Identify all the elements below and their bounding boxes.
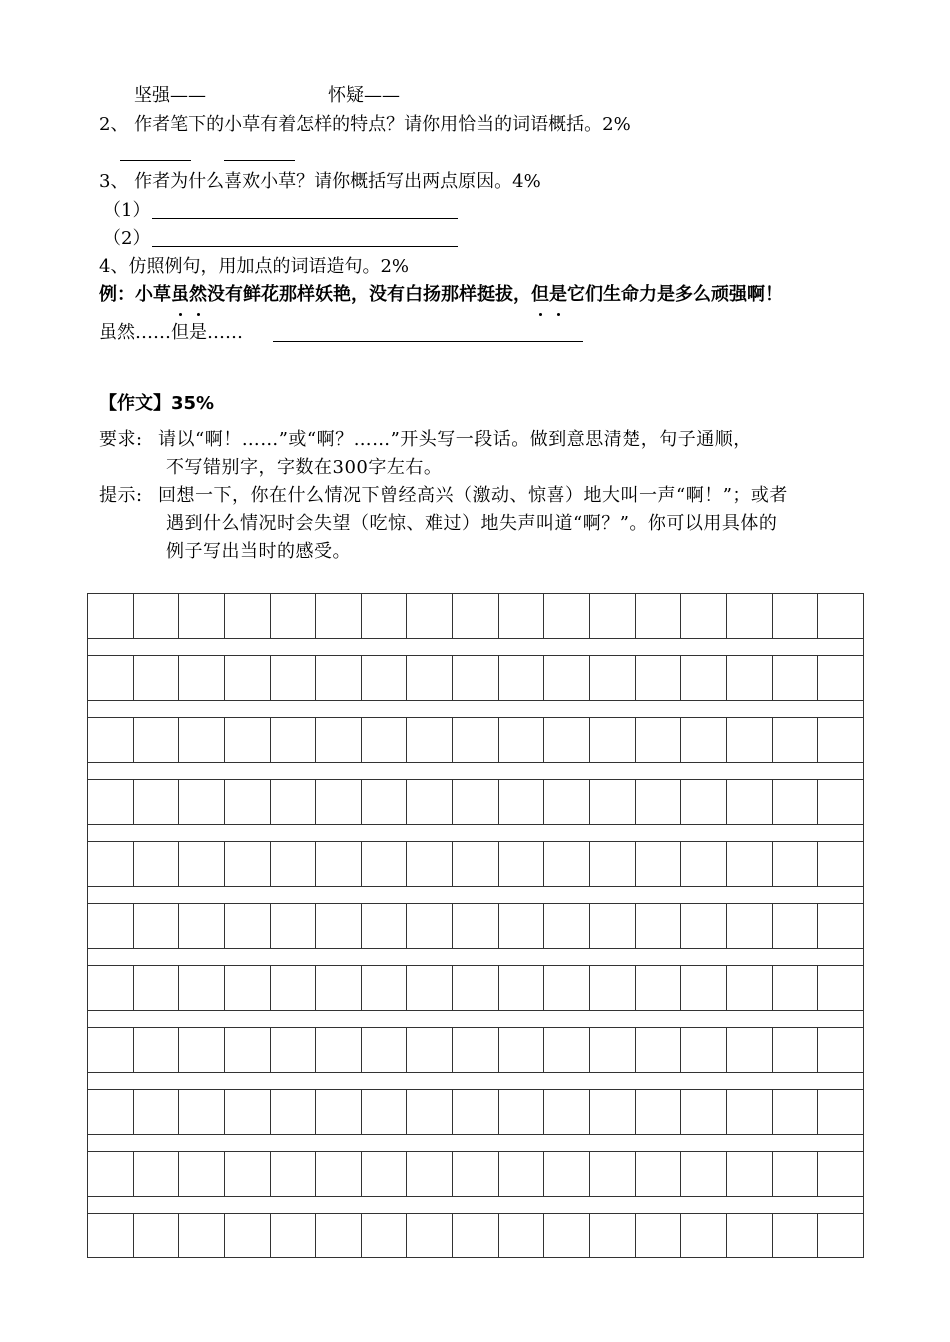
grid-cell[interactable] [406,842,452,886]
grid-cell[interactable] [452,1152,498,1196]
question-3: 3、 作者为什么喜欢小草？请你概括写出两点原因。4% [99,171,541,192]
grid-cell[interactable] [498,1028,544,1072]
grid-cell[interactable] [543,656,589,700]
grid-cell[interactable] [315,718,361,762]
grid-cell[interactable] [361,656,407,700]
example-part: 它们生命力是多么顽强啊！ [567,284,783,305]
grid-cell[interactable] [452,594,498,638]
grid-cell[interactable] [726,966,772,1010]
grid-cell[interactable] [680,904,726,948]
grid-cell[interactable] [178,718,224,762]
grid-cell[interactable] [87,1090,133,1134]
grid-cell[interactable] [680,1152,726,1196]
grid-cell[interactable] [772,842,818,886]
grid-cell[interactable] [133,842,179,886]
grid-spacer [87,948,864,965]
grid-cell[interactable] [87,904,133,948]
grid-cell[interactable] [315,1152,361,1196]
grid-cell[interactable] [817,594,864,638]
grid-cell[interactable] [498,1152,544,1196]
tip-line-1: 回想一下，你在什么情况下曾经高兴（激动、惊喜）地大叫一声“啊！”；或者 [158,485,788,506]
grid-cell[interactable] [635,1152,681,1196]
grid-cell[interactable] [133,656,179,700]
grid-cell[interactable] [133,594,179,638]
grid-cell[interactable] [772,718,818,762]
grid-cell[interactable] [87,1214,133,1257]
grid-cell[interactable] [543,1028,589,1072]
grid-cell[interactable] [589,1152,635,1196]
grid-cell[interactable] [589,594,635,638]
grid-cell[interactable] [133,1028,179,1072]
grid-cell[interactable] [87,1152,133,1196]
grid-cell[interactable] [726,1152,772,1196]
grid-cell[interactable] [498,842,544,886]
q4-answer-line[interactable] [273,341,583,342]
grid-cell[interactable] [498,966,544,1010]
q1-word2: 怀疑—— [328,85,400,106]
grid-cell[interactable] [224,1090,270,1134]
grid-row [87,903,864,948]
grid-cell[interactable] [635,1028,681,1072]
grid-cell[interactable] [772,966,818,1010]
grid-cell[interactable] [406,904,452,948]
grid-cell[interactable] [589,780,635,824]
requirement-line-2: 不写错别字，字数在300字左右。 [166,457,443,478]
grid-cell[interactable] [133,718,179,762]
example-part: 没有鲜花那样妖艳，没有白扬那样挺拔， [207,284,531,305]
grid-cell[interactable] [361,1152,407,1196]
grid-row [87,1213,864,1258]
grid-cell[interactable] [680,1214,726,1257]
grid-cell[interactable] [178,966,224,1010]
grid-cell[interactable] [452,842,498,886]
grid-cell[interactable] [315,842,361,886]
grid-cell[interactable] [361,1028,407,1072]
q3-answer-line-2[interactable] [152,246,458,247]
grid-cell[interactable] [498,718,544,762]
grid-cell[interactable] [315,1214,361,1257]
grid-cell[interactable] [635,1214,681,1257]
grid-cell[interactable] [543,594,589,638]
grid-cell[interactable] [224,842,270,886]
grid-spacer [87,886,864,903]
grid-cell[interactable] [543,780,589,824]
grid-cell[interactable] [178,1152,224,1196]
grid-cell[interactable] [726,780,772,824]
grid-cell[interactable] [498,780,544,824]
grid-cell[interactable] [87,594,133,638]
emphasis-char: 是 [549,284,567,305]
grid-row [87,655,864,700]
grid-row [87,593,864,638]
grid-cell[interactable] [406,1090,452,1134]
grid-cell[interactable] [178,1214,224,1257]
q4-prompt: 虽然……但是…… [99,322,243,343]
grid-cell[interactable] [498,656,544,700]
grid-cell[interactable] [726,594,772,638]
grid-cell[interactable] [270,656,316,700]
grid-cell[interactable] [817,1214,864,1257]
requirement-line-1: 请以“啊！……”或“啊？……”开头写一段话。做到意思清楚，句子通顺， [158,429,752,450]
grid-cell[interactable] [406,780,452,824]
grid-cell[interactable] [589,1028,635,1072]
grid-cell[interactable] [726,656,772,700]
grid-cell[interactable] [726,842,772,886]
grid-cell[interactable] [726,1090,772,1134]
grid-cell[interactable] [680,780,726,824]
q2-answer-line-2[interactable] [224,160,295,161]
grid-cell[interactable] [543,1214,589,1257]
grid-cell[interactable] [589,842,635,886]
grid-spacer [87,1072,864,1089]
grid-cell[interactable] [133,1214,179,1257]
grid-cell[interactable] [270,718,316,762]
grid-spacer [87,1010,864,1027]
tip-label: 提示: [99,485,143,506]
grid-cell[interactable] [224,966,270,1010]
grid-cell[interactable] [452,780,498,824]
grid-cell[interactable] [726,904,772,948]
grid-cell[interactable] [315,1028,361,1072]
grid-cell[interactable] [178,842,224,886]
grid-cell[interactable] [87,656,133,700]
grid-cell[interactable] [270,594,316,638]
grid-cell[interactable] [817,966,864,1010]
grid-cell[interactable] [589,966,635,1010]
grid-cell[interactable] [224,594,270,638]
grid-cell[interactable] [315,904,361,948]
requirement-label: 要求: [99,429,143,450]
grid-cell[interactable] [224,1152,270,1196]
grid-cell[interactable] [361,780,407,824]
grid-cell[interactable] [635,718,681,762]
grid-cell[interactable] [315,780,361,824]
grid-cell[interactable] [87,780,133,824]
grid-spacer [87,638,864,655]
grid-cell[interactable] [452,904,498,948]
tip-line-3: 例子写出当时的感受。 [166,541,351,562]
grid-cell[interactable] [361,594,407,638]
grid-spacer [87,762,864,779]
grid-cell[interactable] [543,904,589,948]
grid-row [87,1151,864,1196]
grid-cell[interactable] [270,1214,316,1257]
grid-cell[interactable] [589,656,635,700]
grid-cell[interactable] [87,1028,133,1072]
grid-spacer [87,1196,864,1213]
grid-cell[interactable] [270,1028,316,1072]
grid-cell[interactable] [315,1090,361,1134]
grid-cell[interactable] [224,904,270,948]
q2-answer-line-1[interactable] [120,160,191,161]
grid-cell[interactable] [406,718,452,762]
grid-cell[interactable] [224,1214,270,1257]
grid-cell[interactable] [680,718,726,762]
grid-cell[interactable] [589,1214,635,1257]
grid-cell[interactable] [498,1214,544,1257]
q3-item-1-label: （1） [103,200,151,221]
grid-cell[interactable] [270,966,316,1010]
grid-cell[interactable] [589,1090,635,1134]
grid-spacer [87,824,864,841]
grid-cell[interactable] [726,718,772,762]
grid-cell[interactable] [315,656,361,700]
grid-row [87,1089,864,1134]
emphasis-char: 但 [531,284,549,305]
question-4: 4、仿照例句，用加点的词语造句。2% [99,256,410,277]
grid-cell[interactable] [635,1090,681,1134]
grid-cell[interactable] [680,1028,726,1072]
grid-cell[interactable] [452,718,498,762]
question-2: 2、 作者笔下的小草有着怎样的特点？请你用恰当的词语概括。2% [99,114,631,135]
grid-spacer [87,700,864,717]
grid-cell[interactable] [680,842,726,886]
grid-cell[interactable] [178,1028,224,1072]
tip-line-2: 遇到什么情况时会失望（吃惊、难过）地失声叫道“啊？”。你可以用具体的 [166,513,778,534]
grid-cell[interactable] [178,1090,224,1134]
grid-cell[interactable] [361,966,407,1010]
grid-cell[interactable] [270,904,316,948]
grid-cell[interactable] [361,904,407,948]
q3-item-2-label: （2） [103,228,151,249]
grid-cell[interactable] [224,1028,270,1072]
q1-word1: 坚强—— [134,85,206,106]
grid-cell[interactable] [772,656,818,700]
grid-cell[interactable] [361,842,407,886]
grid-cell[interactable] [772,1152,818,1196]
grid-cell[interactable] [315,966,361,1010]
grid-cell[interactable] [726,1214,772,1257]
grid-cell[interactable] [178,780,224,824]
grid-cell[interactable] [635,842,681,886]
grid-cell[interactable] [817,780,864,824]
grid-cell[interactable] [772,1214,818,1257]
grid-cell[interactable] [817,656,864,700]
grid-cell[interactable] [589,718,635,762]
grid-cell[interactable] [498,1090,544,1134]
grid-cell[interactable] [270,842,316,886]
example-part: 例：小草 [99,284,171,305]
grid-cell[interactable] [178,904,224,948]
grid-cell[interactable] [87,966,133,1010]
grid-cell[interactable] [224,718,270,762]
grid-cell[interactable] [270,1152,316,1196]
grid-cell[interactable] [452,1090,498,1134]
grid-cell[interactable] [224,656,270,700]
grid-cell[interactable] [543,842,589,886]
grid-cell[interactable] [87,842,133,886]
grid-cell[interactable] [589,904,635,948]
grid-cell[interactable] [178,656,224,700]
grid-row [87,779,864,824]
grid-cell[interactable] [635,656,681,700]
grid-cell[interactable] [406,1152,452,1196]
grid-cell[interactable] [817,1152,864,1196]
grid-cell[interactable] [543,966,589,1010]
composition-grid[interactable] [87,593,864,1258]
grid-cell[interactable] [772,904,818,948]
emphasis-char: 虽 [171,284,189,305]
grid-cell[interactable] [315,594,361,638]
grid-cell[interactable] [680,594,726,638]
grid-cell[interactable] [635,594,681,638]
grid-cell[interactable] [772,1028,818,1072]
q3-answer-line-1[interactable] [152,218,458,219]
grid-cell[interactable] [361,1214,407,1257]
grid-row [87,717,864,762]
grid-cell[interactable] [543,1152,589,1196]
grid-cell[interactable] [680,656,726,700]
grid-cell[interactable] [406,966,452,1010]
grid-cell[interactable] [133,1090,179,1134]
grid-cell[interactable] [87,718,133,762]
grid-cell[interactable] [270,1090,316,1134]
grid-cell[interactable] [817,1090,864,1134]
grid-cell[interactable] [817,842,864,886]
grid-cell[interactable] [498,904,544,948]
grid-row [87,965,864,1010]
grid-spacer [87,1134,864,1151]
grid-cell[interactable] [133,1152,179,1196]
grid-row [87,841,864,886]
grid-cell[interactable] [772,1090,818,1134]
grid-cell[interactable] [133,904,179,948]
grid-cell[interactable] [817,1028,864,1072]
grid-cell[interactable] [452,966,498,1010]
grid-cell[interactable] [635,904,681,948]
grid-cell[interactable] [452,656,498,700]
grid-cell[interactable] [772,780,818,824]
grid-cell[interactable] [680,966,726,1010]
grid-cell[interactable] [133,780,179,824]
grid-cell[interactable] [178,594,224,638]
grid-cell[interactable] [726,1028,772,1072]
grid-cell[interactable] [772,594,818,638]
grid-cell[interactable] [635,966,681,1010]
grid-cell[interactable] [361,718,407,762]
grid-cell[interactable] [270,780,316,824]
grid-row [87,1027,864,1072]
grid-cell[interactable] [817,904,864,948]
grid-cell[interactable] [361,1090,407,1134]
grid-cell[interactable] [406,594,452,638]
grid-cell[interactable] [406,1214,452,1257]
composition-heading: 【作文】35% [99,393,215,414]
grid-cell[interactable] [543,718,589,762]
grid-cell[interactable] [452,1214,498,1257]
grid-cell[interactable] [406,1028,452,1072]
grid-cell[interactable] [406,656,452,700]
emphasis-char: 然 [189,284,207,305]
grid-cell[interactable] [543,1090,589,1134]
grid-cell[interactable] [224,780,270,824]
grid-cell[interactable] [635,780,681,824]
grid-cell[interactable] [817,718,864,762]
example-sentence [99,283,783,307]
grid-cell[interactable] [452,1028,498,1072]
grid-cell[interactable] [498,594,544,638]
grid-cell[interactable] [680,1090,726,1134]
grid-cell[interactable] [133,966,179,1010]
